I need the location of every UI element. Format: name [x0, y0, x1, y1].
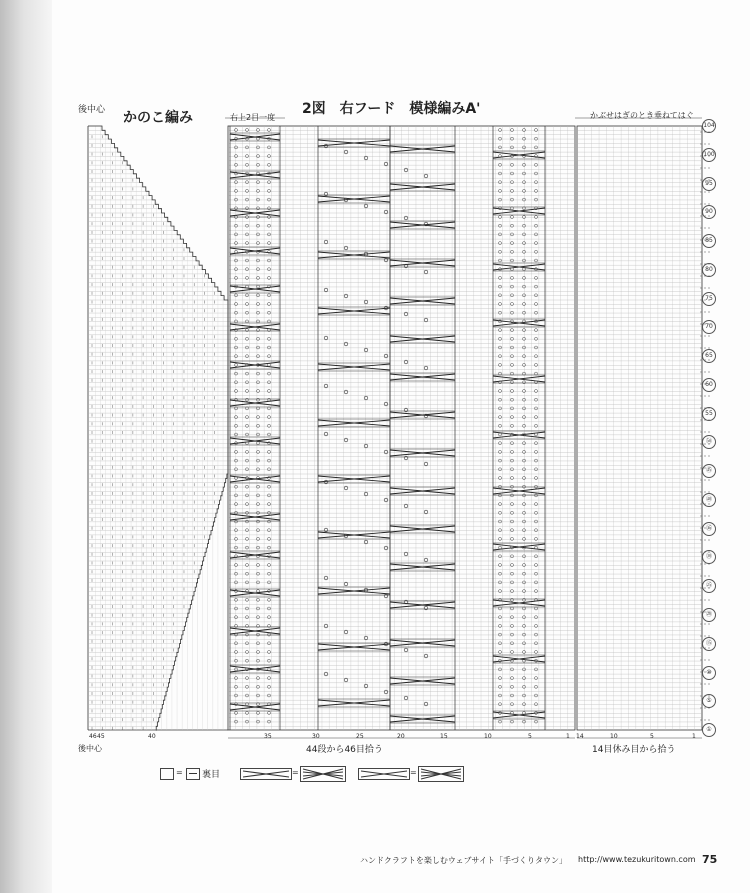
row-marker: 75: [702, 292, 716, 306]
tick-30: 30: [312, 733, 320, 740]
row-marker: ⑮: [702, 637, 716, 651]
row-marker: ㉕: [702, 579, 716, 593]
tick-35: 35: [264, 733, 272, 740]
legend-knit-box: [160, 768, 174, 780]
row-marker: ⑩: [702, 666, 716, 680]
tick-1: 1: [566, 733, 570, 740]
bottom-back-center: 後中心: [78, 744, 102, 753]
tick-r5: 5: [650, 733, 654, 740]
tick-5: 5: [528, 733, 532, 740]
pick-up-right: 14目休み目から拾う: [592, 745, 676, 755]
tick-r14: 14: [576, 733, 584, 740]
footer-site-text: ハンドクラフトを楽しむウェブサイト「手づくりタウン」: [360, 856, 567, 865]
footer-url[interactable]: http://www.tezukuritown.com: [578, 855, 696, 864]
tick-46: 46: [89, 733, 97, 740]
tick-40: 40: [148, 733, 156, 740]
tick-r1: 1: [692, 733, 696, 740]
row-marker: 60: [702, 378, 716, 392]
tick-25: 25: [356, 733, 364, 740]
tick-45: 45: [97, 733, 105, 740]
row-marker: ⑳: [702, 608, 716, 622]
row-marker: 65: [702, 349, 716, 363]
legend-purl-box: [186, 768, 200, 780]
row-marker: ㊺: [702, 464, 716, 478]
legend-cable-a: [240, 768, 292, 780]
legend-cable-b-result: [418, 766, 464, 782]
row-marker: 80: [702, 263, 716, 277]
row-marker: 55: [702, 407, 716, 421]
tick-15: 15: [440, 733, 448, 740]
top-note: かぶせはぎのとき垂ねてはぐ: [590, 111, 694, 120]
tick-r10: 10: [610, 733, 618, 740]
row-marker: ①: [702, 723, 716, 737]
legend-cable-a-result: [300, 766, 346, 782]
legend-purl-label: 裏目: [202, 770, 221, 780]
row-marker: 100: [702, 148, 716, 162]
cross-note: 右上2目一度: [230, 113, 276, 122]
row-marker: 90: [702, 205, 716, 219]
page-title: 2図 右フード 模様編みA': [302, 101, 481, 117]
row-marker: ㊵: [702, 493, 716, 507]
back-center-label: 後中心: [78, 105, 106, 115]
row-marker: 70: [702, 320, 716, 334]
row-marker: ㉚: [702, 550, 716, 564]
row-marker: 85: [702, 234, 716, 248]
legend-cable-b: [358, 768, 410, 780]
page-number: 75: [702, 853, 718, 866]
row-marker: 104: [702, 119, 716, 133]
row-marker: ㉟: [702, 522, 716, 536]
pick-up-left: 44段から46目拾う: [306, 745, 383, 755]
row-marker: ㊿: [702, 435, 716, 449]
kanoko-label: かのこ編み: [120, 107, 196, 127]
tick-10: 10: [484, 733, 492, 740]
tick-20: 20: [397, 733, 405, 740]
row-marker: ⑤: [702, 694, 716, 708]
row-marker: 95: [702, 177, 716, 191]
